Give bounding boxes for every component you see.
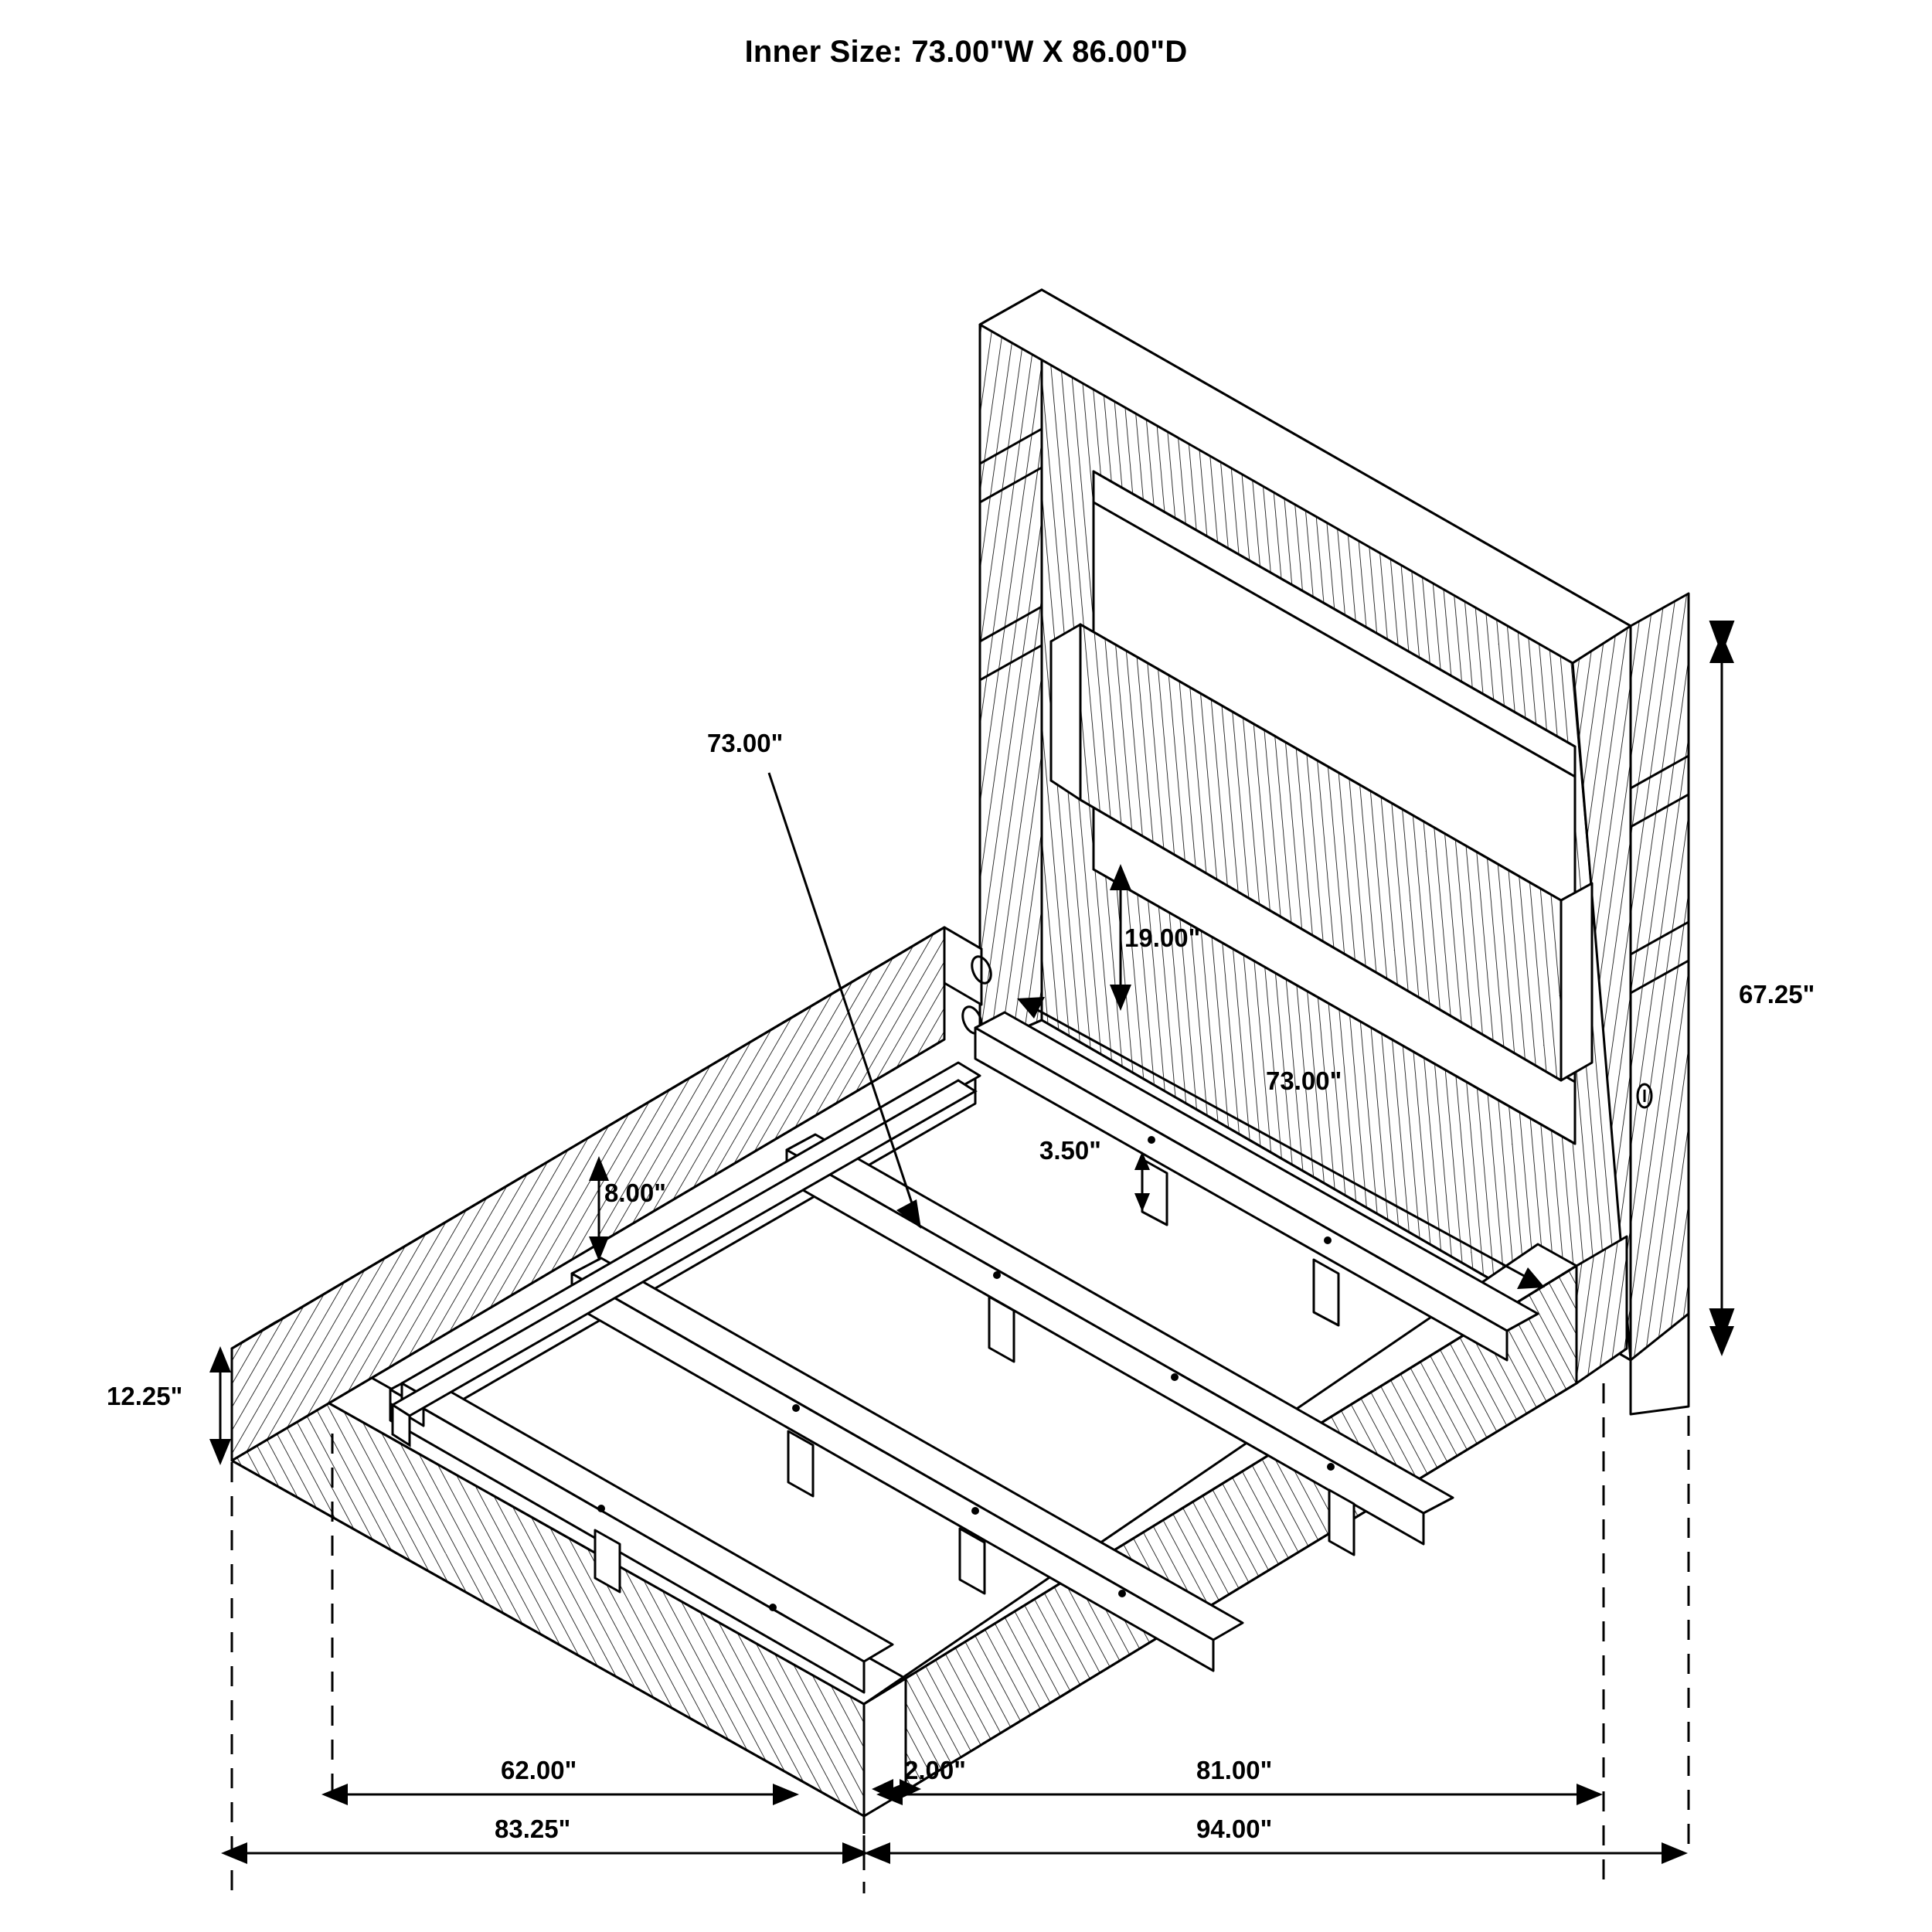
- dim-leader-width: 73.00": [707, 729, 784, 757]
- dim-headboard-height: 67.25": [1739, 980, 1815, 1009]
- dim-footboard-thickness: 2.00": [904, 1756, 966, 1784]
- dim-headboard-clearance: 19.00": [1124, 923, 1201, 952]
- dim-side-inner-length: 81.00": [1196, 1756, 1273, 1784]
- dim-front-outer-width: 83.25": [495, 1815, 571, 1843]
- headboard-left-post: [980, 290, 1042, 1047]
- dim-slat-thickness: 3.50": [1039, 1136, 1101, 1165]
- dim-rail-offset: 8.00": [604, 1179, 666, 1207]
- dim-front-inner-width: 62.00": [501, 1756, 577, 1784]
- dim-inner-width: 73.00": [1266, 1066, 1342, 1095]
- dim-deck-height: 12.25": [107, 1382, 183, 1410]
- dim-side-outer-length: 94.00": [1196, 1815, 1273, 1843]
- page-title: Inner Size: 73.00"W X 86.00"D: [744, 35, 1188, 69]
